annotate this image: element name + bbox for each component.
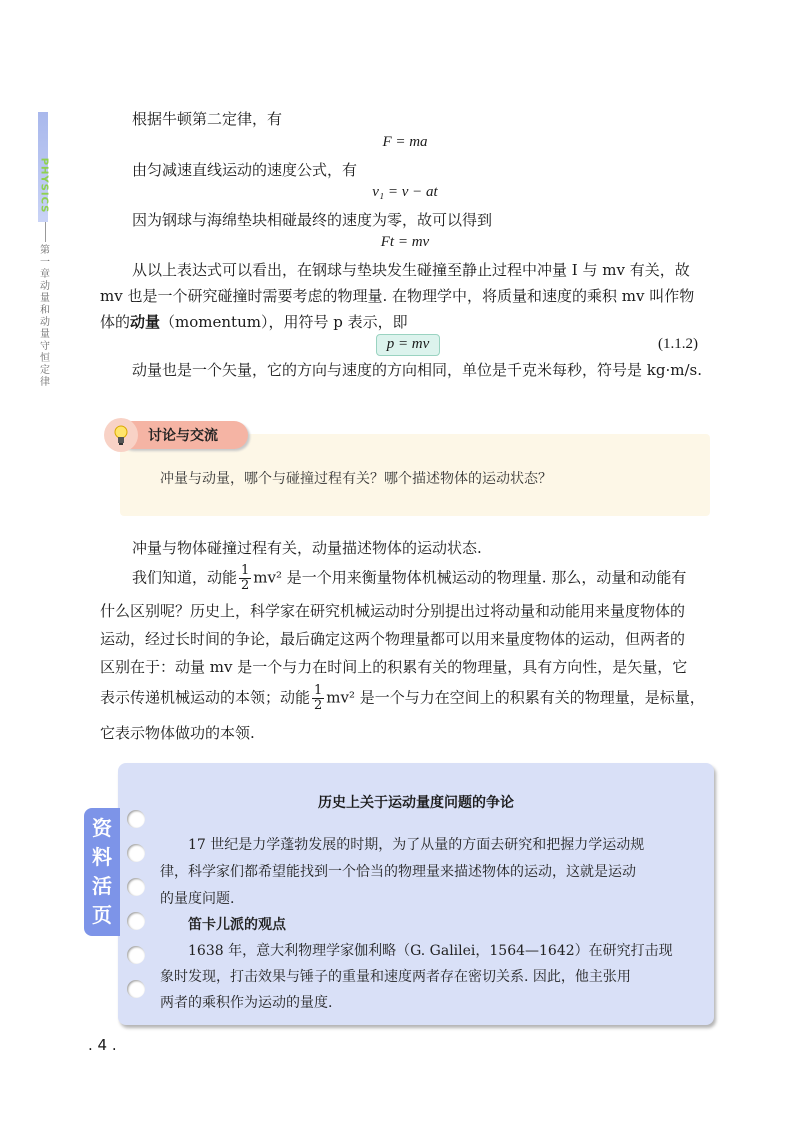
- info-para2-line1: 1638 年，意大利物理学家伽利略（G. Galilei，1564—1642）在研究打击现: [188, 943, 673, 959]
- binder-ring: [127, 912, 145, 930]
- info-para2-line3: 两者的乘积作为运动的量度.: [160, 995, 333, 1011]
- fraction-one-half: $\frac{1}{2}$: [241, 563, 250, 593]
- subject-label: PHYSICS: [38, 157, 50, 214]
- info-para1-line3: 的量度问题.: [160, 891, 235, 907]
- paragraph-kinetic-energy-line5: 表示传递机械运动的本领；动能 $\frac{1}{2}$ mv² 是一个与力在空间上的积累有关的物理量，是标量，: [100, 683, 705, 713]
- equation-velocity: v₁ = v − at: [372, 184, 438, 200]
- paragraph-kinetic-energy-line1: 我们知道，动能 $\frac{1}{2}$ mv² 是一个用来衡量物体机械运动的物理量. 那么，动量和动能有: [132, 563, 687, 593]
- info-para1-line2: 律，科学家们都希望能找到一个恰当的物理量来描述物体的运动，这就是运动: [160, 864, 636, 880]
- paragraph-kinetic-energy-line3: 运动，经过长时间的争论，最后确定这两个物理量都可以用来量度物体的运动，但两者的: [100, 630, 686, 648]
- discussion-title: 讨论与交流: [148, 428, 218, 444]
- info-para2-line2: 象时发现，打击效果与锤子的重量和速度两者存在密切关系. 因此，他主张用: [160, 969, 631, 985]
- discussion-header: [104, 418, 248, 452]
- info-para1-line1: 17 世纪是力学蓬勃发展的时期，为了从量的方面去研究和把握力学运动规: [188, 837, 645, 853]
- binder-ring: [127, 810, 145, 828]
- info-card-title: 历史上关于运动量度问题的争论: [318, 795, 514, 811]
- paragraph-kinetic-energy-line4: 区别在于：动量 mv 是一个与力在时间上的积累有关的物理量，具有方向性，是矢量，它: [100, 658, 688, 676]
- paragraph-kinetic-energy-line2: 什么区别呢？历史上，科学家在研究机械运动时分别提出过将动量和动能用来量度物体的: [100, 602, 686, 620]
- equation-f-ma: F = ma: [382, 134, 428, 150]
- paragraph-momentum-definition: 体的动量（momentum），用符号 p 表示，即: [100, 313, 408, 331]
- term-momentum: 动量: [130, 313, 161, 331]
- paragraph-answer: 冲量与物体碰撞过程有关，动量描述物体的运动状态.: [132, 539, 482, 557]
- chapter-label: 第一章 动量和动量守恒定律: [40, 245, 50, 388]
- equation-number: (1.1.2): [658, 336, 698, 352]
- fraction-one-half-2: $\frac{1}{2}$: [314, 683, 323, 713]
- discussion-question: 冲量与动量，哪个与碰撞过程有关？哪个描述物体的运动状态？: [160, 471, 552, 487]
- binder-ring: [127, 980, 145, 998]
- info-card-tab: 资料活页: [84, 808, 120, 936]
- paragraph-momentum-vector: 动量也是一个矢量，它的方向与速度的方向相同，单位是千克米每秒，符号是 kg·m/s.: [132, 361, 702, 379]
- page-number: . 4 .: [88, 1036, 117, 1054]
- sidebar-divider: [45, 222, 46, 242]
- info-subheading: 笛卡儿派的观点: [188, 917, 286, 933]
- lightbulb-icon: [104, 418, 138, 452]
- paragraph-impulse-line1: 从以上表达式可以看出，在钢球与垫块发生碰撞至静止过程中冲量 I 与 mv 有关，故: [132, 261, 690, 279]
- paragraph-impulse-line2: mv 也是一个研究碰撞时需要考虑的物理量. 在物理学中，将质量和速度的乘积 mv 叫作物: [100, 287, 695, 305]
- paragraph-kinetic-energy-line6: 它表示物体做功的本领.: [100, 724, 255, 742]
- binder-ring: [127, 844, 145, 862]
- equation-momentum: p = mv: [386, 336, 430, 352]
- binder-ring: [127, 946, 145, 964]
- equation-ft-mv: Ft = mv: [380, 234, 430, 250]
- paragraph-newton: 根据牛顿第二定律，有: [132, 110, 283, 128]
- paragraph-final-velocity: 因为钢球与海绵垫块相碰最终的速度为零，故可以得到: [132, 211, 493, 229]
- binder-ring: [127, 878, 145, 896]
- paragraph-velocity-formula: 由匀减速直线运动的速度公式，有: [132, 161, 358, 179]
